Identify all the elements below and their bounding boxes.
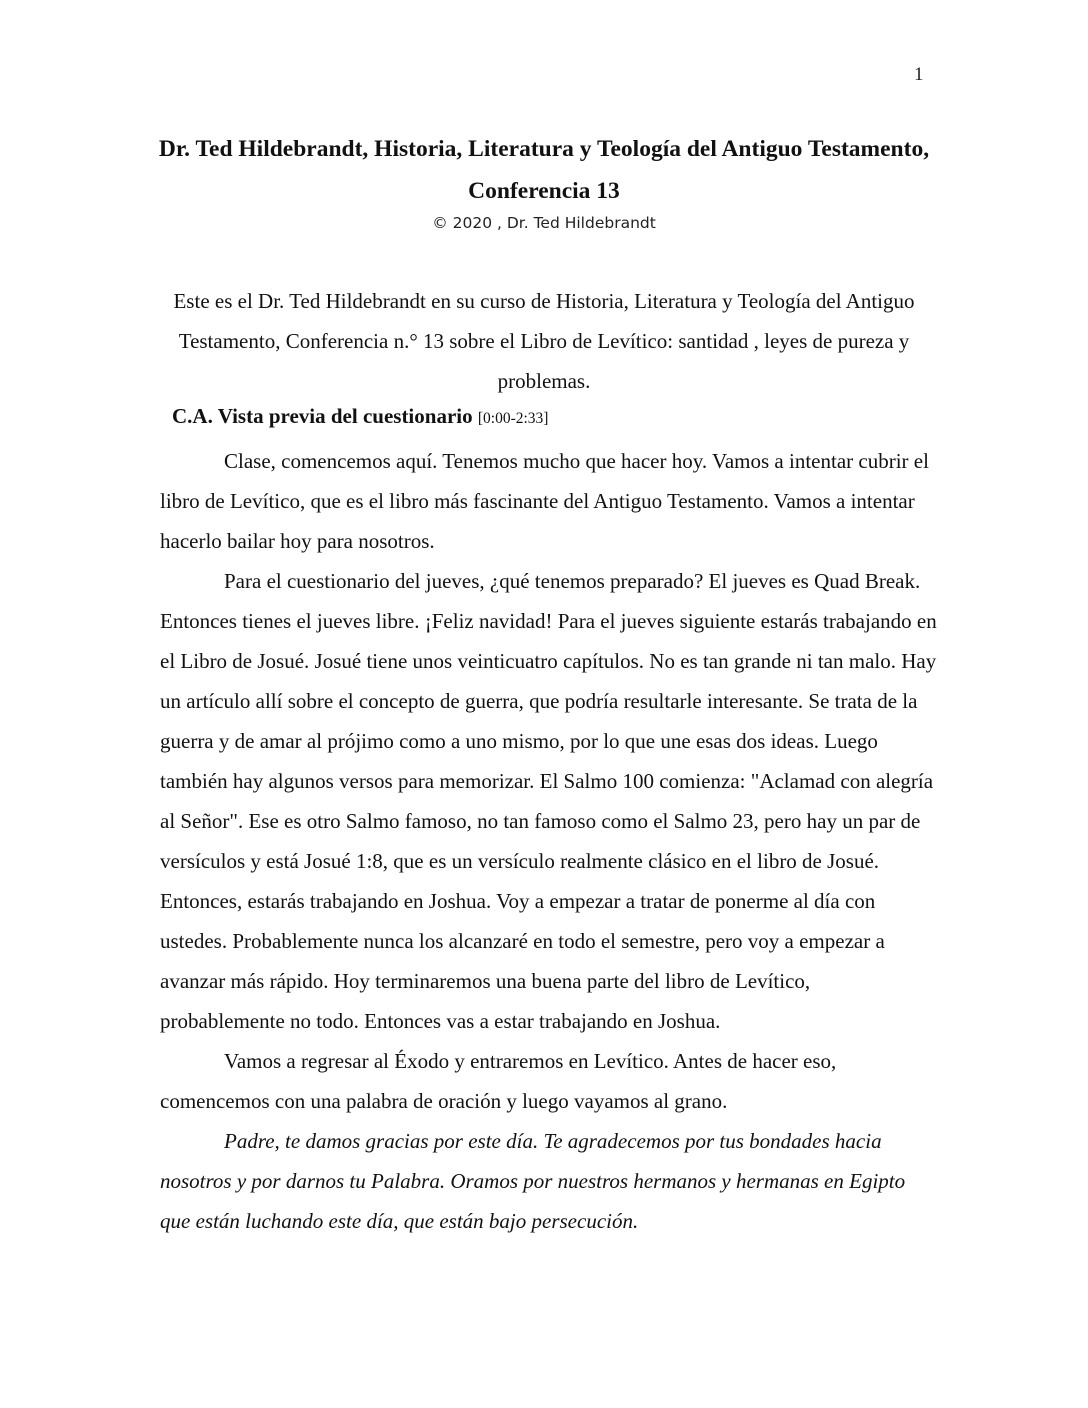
section-heading-label: C.A. Vista previa del cuestionario [172, 404, 473, 428]
copyright-notice: © 2020 , Dr. Ted Hildebrandt [432, 214, 656, 232]
paragraph: Clase, comencemos aquí. Tenemos mucho que hacer hoy. Vamos a intentar cubrir el libro de Levítico, que es el libro más fascinante del Antiguo Testamento. Vamos a intentar hacerlo bailar hoy para nosotros. [160, 449, 929, 553]
paragraph: Para el cuestionario del jueves, ¿qué tenemos preparado? El jueves es Quad Break. Entonces tienes el jueves libre. ¡Feliz navidad! Para el jueves siguiente estarás trabajando en el Libro de Josué. Josué tiene unos veinticuatro capítulos. No es tan grande ni tan malo. Hay un artículo allí sobre el concepto de guerra, que podría resultarle interesante. Se trata de la guerra y de amar al prójimo como a uno mismo, por lo que une esas dos ideas. Luego también hay algunos versos para memorizar. El Salmo 100 comienza: "Aclamad con alegría al Señor". Ese es otro Salmo famoso, no tan famoso como el Salmo 23, pero hay un par de versículos y está Josué 1:8, que es un versículo realmente clásico en el libro de Josué. Entonces, estarás trabajando en Joshua. Voy a empezar a tratar de ponerme al día con ustedes. Probablemente nunca los alcanzaré en todo el semestre, pero voy a empezar a avanzar más rápido. Hoy terminaremos una buena parte del libro de Levítico, probablemente no todo. Entonces vas a estar trabajando en Joshua. [160, 569, 937, 1033]
section-timestamp: [0:00-2:33] [477, 410, 549, 427]
page-number: 1 [914, 64, 924, 85]
body-text [160, 441, 940, 1241]
section-heading [172, 404, 548, 429]
document-title: Dr. Ted Hildebrandt, Historia, Literatura y Teología del Antiguo Testamento, Conferencia 13 [158, 136, 930, 204]
prayer-paragraph: Padre, te damos gracias por este día. Te agradecemos por tus bondades hacia nosotros y por darnos tu Palabra. Oramos por nuestros hermanos y hermanas en Egipto que están luchando este día, que están bajo persecución. [160, 1129, 906, 1233]
paragraph: Vamos a regresar al Éxodo y entraremos en Levítico. Antes de hacer eso, comencemos con una palabra de oración y luego vayamos al grano. [160, 1049, 837, 1113]
intro-paragraph: Este es el Dr. Ted Hildebrandt en su curso de Historia, Literatura y Teología del Antiguo Testamento, Conferencia n.° 13 sobre el Libro de Levítico: santidad , leyes de pureza y problemas. [173, 289, 915, 393]
